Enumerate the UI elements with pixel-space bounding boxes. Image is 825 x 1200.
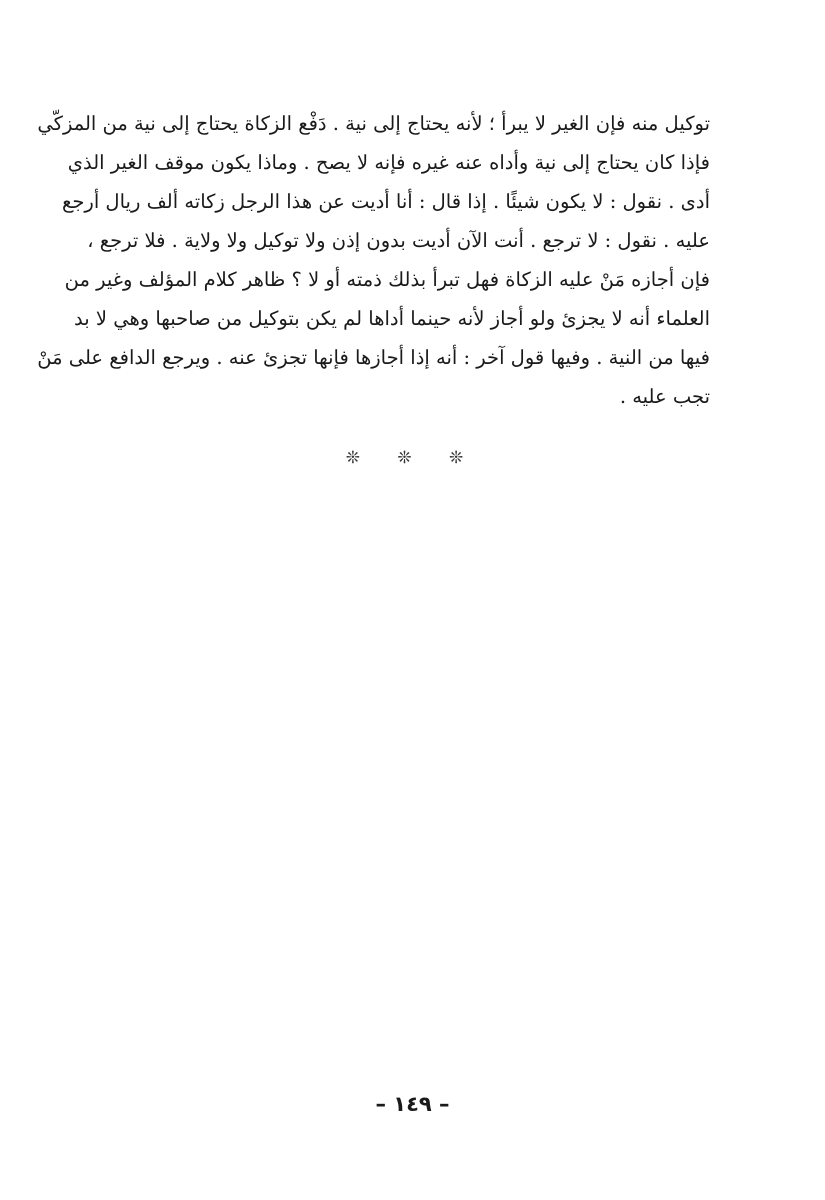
text-line: فإن أجازه مَنْ عليه الزكاة فهل تبرأ بذلك ذمته أو لا ؟ ظاهر كلام المؤلف وغير من [64,268,710,291]
text-line: عليه . نقول : لا ترجع . أنت الآن أديت بدون إذن ولا توكيل ولا ولاية . فلا ترجع ، [87,229,710,252]
text-line: فإذا كان يحتاج إلى نية وأداه عنه غيره فإنه لا يصح . وماذا يكون موقف الغير الذي [67,151,710,174]
text-line: تجب عليه . [619,385,710,408]
page-number: – ١٤٩ – [375,1092,450,1116]
body-text [37,104,710,416]
text-line: توكيل منه فإن الغير لا يبرأ ؛ لأنه يحتاج إلى نية . دَفْع الزكاة يحتاج إلى نية من المزكّي [37,112,710,135]
text-line: فيها من النية . وفيها قول آخر : أنه إذا أجازها فإنها تجزئ عنه . ويرجع الدافع على مَنْ [37,346,710,369]
text-line: أدى . نقول : لا يكون شيئًا . إذا قال : أنا أديت عن هذا الرجل زكاته ألف ريال أرجع [61,190,710,213]
section-separator: ❊ ❊ ❊ [345,448,480,468]
text-line: العلماء أنه لا يجزئ ولو أجاز لأنه حينما أداها لم يكن بتوكيل من صاحبها وهي لا بد [74,307,710,330]
